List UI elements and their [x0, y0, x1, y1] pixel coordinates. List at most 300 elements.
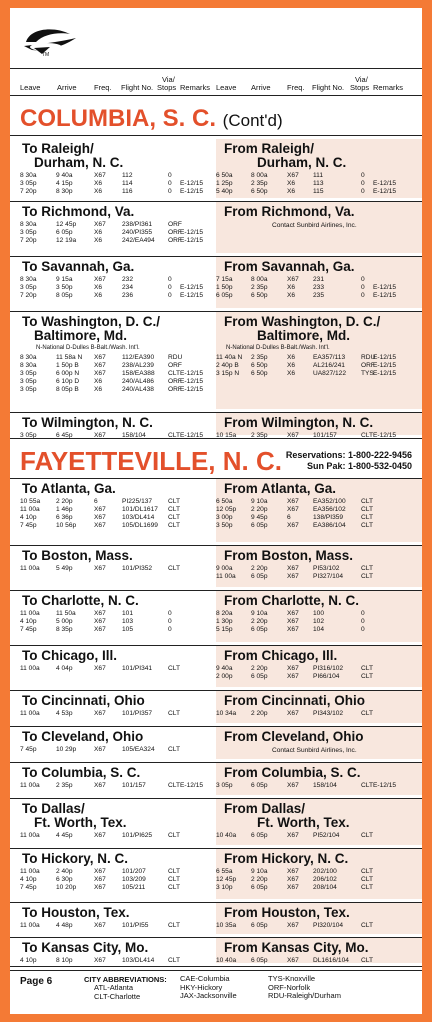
from-flight-list: [10, 276, 422, 300]
arrive-time: 2 40p: [56, 868, 73, 875]
to-destination-heading: [22, 482, 116, 496]
destination-line: From Atlanta, Ga.: [224, 481, 337, 496]
destination-line: Baltimore, Md.: [34, 328, 128, 343]
destination-line: Durham, N. C.: [34, 155, 124, 170]
arrive-time: 6 05p: [251, 626, 268, 633]
frequency: X6: [94, 180, 103, 187]
remarks: E-12/15: [180, 370, 204, 377]
via-stops: CLT: [361, 498, 373, 505]
remarks: E-12/15: [180, 229, 204, 236]
arrive-time: 6 50p: [251, 292, 268, 299]
leave-time: 3 05p: [20, 370, 37, 377]
flight-number: UA827/122: [313, 370, 346, 377]
via-stops: CLT: [168, 746, 180, 753]
frequency: X67: [94, 884, 106, 891]
frequency: X67: [94, 276, 106, 283]
via-stops: 0: [361, 618, 365, 625]
to-destination-heading: [22, 205, 134, 219]
to-destination-heading: [22, 941, 148, 955]
destination-line: To Washington, D. C./: [22, 314, 160, 329]
leave-time: 11 00a: [20, 832, 40, 839]
flight-number: 101/PI341: [122, 665, 153, 672]
flight-number: 104: [313, 626, 325, 633]
arrive-time: 2 20p: [251, 618, 268, 625]
header-stops-2: Stops: [350, 83, 370, 92]
flight-number: 101/207: [122, 868, 146, 875]
via-stops: CLT: [168, 868, 180, 875]
arrive-time: 2 20p: [251, 506, 268, 513]
leave-time: 6 50a: [216, 498, 233, 505]
flight-number: 236: [122, 292, 134, 299]
frequency: X67: [287, 506, 299, 513]
leave-time: 8 30a: [20, 354, 37, 361]
flight-row: [10, 876, 422, 884]
flight-row: [10, 292, 422, 300]
flight-row: [10, 673, 422, 681]
arrive-time: 12 19a: [56, 237, 77, 244]
flight-row: [10, 957, 422, 965]
leave-time: 11 00a: [20, 710, 40, 717]
leave-time: 6 05p: [216, 292, 233, 299]
destination-line: To Savannah, Ga.: [22, 259, 135, 274]
frequency: X6: [94, 386, 103, 393]
flight-number: 111: [313, 172, 324, 179]
frequency: X67: [287, 782, 299, 789]
destination-line: To Cleveland, Ohio: [22, 729, 144, 744]
via-stops: 0: [168, 284, 172, 291]
leave-time: 2 00p: [216, 673, 233, 680]
arrive-time: 1 50p B: [56, 362, 79, 369]
via-stops: 0: [168, 292, 172, 299]
via-stops: 0: [361, 188, 365, 195]
flight-number: 138/PI359: [313, 514, 344, 521]
flight-number: PI225/137: [122, 498, 153, 505]
header-via: Via/: [162, 75, 175, 84]
abbreviations-col-3: [268, 975, 341, 1001]
frequency: X67: [94, 868, 106, 875]
arrive-time: 2 35p: [251, 432, 268, 439]
via-stops: CLT: [168, 957, 180, 964]
flight-row: [10, 498, 422, 506]
flight-number: 234: [122, 284, 134, 291]
flight-number: 114: [122, 180, 133, 187]
from-destination-heading: [224, 802, 350, 830]
arrive-time: 2 20p: [251, 876, 268, 883]
flight-number: 242/EA494: [122, 237, 155, 244]
frequency: X6: [287, 354, 296, 361]
abbreviation: HKY-Hickory: [180, 982, 223, 992]
leave-time: 8 30a: [20, 362, 37, 369]
flight-number: 232: [122, 276, 134, 283]
frequency: X67: [287, 922, 299, 929]
frequency: X6: [287, 180, 296, 187]
arrive-time: 9 10a: [251, 498, 268, 505]
from-destination-heading: [224, 142, 346, 170]
frequency: X67: [287, 832, 299, 839]
flight-number: 105/211: [122, 884, 146, 891]
flight-row: [10, 565, 422, 573]
frequency: X67: [287, 573, 299, 580]
frequency: X67: [94, 514, 106, 521]
flight-number: 100: [313, 610, 325, 617]
destination-line: To Hickory, N. C.: [22, 851, 129, 866]
frequency: X67: [287, 876, 299, 883]
frequency: X67: [94, 610, 106, 617]
leave-time: 3 05p: [20, 284, 37, 291]
flight-number: 101/PI625: [122, 832, 153, 839]
frequency: X6: [287, 188, 296, 195]
from-destination-heading: [224, 852, 348, 866]
leave-time: 8 20a: [216, 610, 233, 617]
to-destination-heading: [22, 694, 145, 708]
arrive-time: 8 10p: [56, 957, 73, 964]
via-stops: CLT: [168, 884, 180, 891]
frequency: X6: [94, 229, 103, 236]
destination-line: To Boston, Mass.: [22, 548, 133, 563]
flight-number: 101/157: [122, 782, 146, 789]
via-stops: 0: [168, 188, 172, 195]
via-stops: TYS: [361, 370, 374, 377]
reservation-number: Sun Pak: 1-800-532-0450: [306, 461, 412, 471]
via-stops: ORF: [168, 229, 182, 236]
reservation-number: Reservations: 1-800-222-9456: [285, 450, 412, 460]
arrive-time: 6 05p: [251, 922, 268, 929]
from-flight-list: [10, 957, 422, 965]
to-destination-heading: [22, 594, 139, 608]
frequency: X6: [94, 237, 103, 244]
flight-row: [10, 506, 422, 514]
frequency: X67: [94, 565, 106, 572]
leave-time: 7 20p: [20, 237, 37, 244]
leave-time: 3 15p N: [216, 370, 240, 377]
flight-row: [10, 221, 422, 229]
to-destination-heading: [22, 802, 127, 830]
arrive-time: 6 05p: [251, 782, 268, 789]
frequency: X67: [287, 957, 299, 964]
leave-time: 8 30a: [20, 276, 37, 283]
from-flight-list: [10, 610, 422, 634]
leave-time: 3 05p: [216, 782, 233, 789]
remarks: E-12/15: [373, 354, 397, 361]
from-flight-list: [10, 710, 422, 718]
from-destination-heading: [224, 416, 373, 430]
frequency: X67: [94, 432, 106, 439]
via-stops: CLT: [361, 868, 373, 875]
flight-row: [10, 514, 422, 522]
flight-number: 101: [122, 610, 134, 617]
arrive-time: 4 15p: [56, 180, 73, 187]
destination-line: From Wilmington, N. C.: [224, 415, 374, 430]
frequency: X67: [94, 782, 106, 789]
to-destination-heading: [22, 260, 134, 274]
remarks: E-12/15: [180, 386, 204, 393]
flight-row: [10, 868, 422, 876]
arrive-time: 2 35p: [251, 180, 268, 187]
destination-line: To Charlotte, N. C.: [22, 593, 139, 608]
from-destination-heading: [224, 260, 355, 274]
leave-time: 7 45p: [20, 746, 37, 753]
flight-number: 158/EA388: [122, 370, 155, 377]
frequency: X67: [94, 506, 106, 513]
remarks: E-12/15: [373, 370, 397, 377]
via-stops: CLT: [168, 876, 180, 883]
from-destination-heading: [224, 766, 361, 780]
frequency: X6: [287, 284, 296, 291]
leave-time: 3 05p: [20, 386, 37, 393]
from-destination-heading: [224, 694, 365, 708]
flight-number: 235: [313, 292, 325, 299]
frequency: X67: [287, 618, 299, 625]
via-stops: CLT: [168, 432, 180, 439]
destination-line: From Dallas/: [224, 801, 306, 816]
to-flight-list: [10, 221, 422, 245]
flight-row: [10, 276, 422, 284]
arrive-time: 10 20p: [56, 884, 77, 891]
flight-row: [10, 354, 422, 362]
flight-number: EA357/113: [313, 354, 346, 361]
destination-line: From Washington, D. C./: [224, 314, 381, 329]
arrive-time: 5 00p: [56, 618, 73, 625]
to-destination-heading: [22, 142, 123, 170]
header-stops: Stops: [157, 83, 177, 92]
flight-number: 113: [313, 180, 324, 187]
via-stops: 0: [168, 276, 172, 283]
remarks: E-12/15: [373, 782, 397, 789]
from-flight-list: [10, 565, 422, 581]
flight-number: 233: [313, 284, 325, 291]
via-stops: ORF: [168, 362, 182, 369]
frequency: X67: [287, 276, 299, 283]
via-stops: CLT: [361, 884, 373, 891]
frequency: X67: [94, 221, 106, 228]
flight-number: EA352/100: [313, 498, 346, 505]
to-destination-heading: [22, 416, 153, 430]
header-flight-2: Flight No.: [312, 83, 345, 92]
via-stops: CLT: [168, 506, 180, 513]
leave-time: 4 10p: [20, 957, 37, 964]
remarks: E-12/15: [180, 782, 204, 789]
arrive-time: 4 45p: [56, 832, 73, 839]
header-flight: Flight No.: [121, 83, 154, 92]
via-stops: 0: [168, 172, 172, 179]
airport-legend: N-National D-Dulles B-Balt./Wash. Int'l.: [226, 345, 330, 351]
flight-row: [10, 188, 422, 196]
destination-line: To Dallas/: [22, 801, 85, 816]
arrive-time: 4 48p: [56, 922, 73, 929]
leave-time: 3 05p: [20, 432, 37, 439]
arrive-time: 6 05p: [251, 673, 268, 680]
arrive-time: 4 53p: [56, 710, 73, 717]
flight-number: 240/AL486: [122, 378, 154, 385]
frequency: X67: [287, 665, 299, 672]
from-destination-heading: [224, 649, 337, 663]
abbreviations-title: CITY ABBREVIATIONS:: [84, 975, 167, 984]
divider: [10, 966, 422, 967]
leave-time: 3 05p: [20, 378, 37, 385]
destination-line: From Kansas City, Mo.: [224, 940, 369, 955]
frequency: X67: [94, 832, 106, 839]
flight-number: 101/157: [313, 432, 337, 439]
airport-legend: N-National D-Dulles B-Balt./Wash. Int'l.: [36, 345, 140, 351]
from-flight-list: [10, 782, 422, 790]
frequency: X67: [287, 710, 299, 717]
flight-row: [10, 922, 422, 930]
header-leave-2: Leave: [216, 83, 237, 92]
from-destination-heading: [224, 482, 336, 496]
flight-row: [10, 284, 422, 292]
leave-time: 5 15p: [216, 626, 233, 633]
flight-row: [10, 746, 422, 754]
destination-line: From Hickory, N. C.: [224, 851, 349, 866]
flight-number: 103/DL414: [122, 514, 155, 521]
via-stops: CLT: [361, 673, 373, 680]
flight-number: 102: [313, 618, 325, 625]
leave-time: 11 40a N: [216, 354, 243, 361]
frequency: X67: [287, 522, 299, 529]
arrive-time: 2 20p: [251, 710, 268, 717]
destination-line: To Columbia, S. C.: [22, 765, 141, 780]
flight-number: PI316/102: [313, 665, 344, 672]
divider: [10, 135, 422, 136]
destination-line: Ft. Worth, Tex.: [34, 815, 127, 830]
flight-number: 238/AL239: [122, 362, 154, 369]
frequency: 6: [287, 514, 291, 521]
flight-number: AL216/241: [313, 362, 345, 369]
leave-time: 11 00a: [20, 868, 40, 875]
flight-number: 103: [122, 618, 134, 625]
header-freq: Freq.: [94, 83, 112, 92]
from-destination-heading: [224, 730, 364, 744]
destination-line: Durham, N. C.: [257, 155, 347, 170]
header-arrive: Arrive: [57, 83, 77, 92]
via-stops: ORF: [361, 362, 375, 369]
trademark-mark: TM: [42, 52, 50, 58]
abbreviation: RDU-Raleigh/Durham: [268, 991, 341, 1000]
city-name: FAYETTEVILLE, N. C.: [20, 446, 282, 476]
leave-time: 4 10p: [20, 876, 37, 883]
arrive-time: 11 58a N: [56, 354, 83, 361]
via-stops: CLT: [361, 506, 373, 513]
remarks: E-12/15: [373, 188, 397, 195]
leave-time: 10 15a: [216, 432, 237, 439]
leave-time: 3 10p: [216, 884, 233, 891]
leave-time: 7 45p: [20, 626, 37, 633]
flight-row: [10, 832, 422, 840]
to-destination-heading: [22, 730, 143, 744]
arrive-time: 8 35p: [56, 626, 73, 633]
to-destination-heading: [22, 906, 130, 920]
destination-line: Ft. Worth, Tex.: [257, 815, 350, 830]
leave-time: 11 00a: [20, 782, 40, 789]
page-footer: [10, 970, 422, 1014]
frequency: X67: [287, 884, 299, 891]
via-stops: 0: [361, 610, 365, 617]
remarks: E-12/15: [373, 284, 397, 291]
flight-number: 231: [313, 276, 325, 283]
contact-note: Contact Sunbird Airlines, Inc.: [272, 747, 357, 754]
frequency: X6: [94, 378, 103, 385]
remarks: E-12/15: [180, 432, 204, 439]
leave-time: 10 34a: [216, 710, 237, 717]
flight-number: 105/DL1699: [122, 522, 158, 529]
via-stops: 0: [168, 180, 172, 187]
flight-number: PI53/102: [313, 565, 340, 572]
arrive-time: 9 45p: [251, 514, 268, 521]
leave-time: 3 00p: [216, 514, 233, 521]
frequency: X67: [287, 868, 299, 875]
flight-number: 158/104: [122, 432, 146, 439]
flight-number: 112: [122, 172, 133, 179]
arrive-time: 2 20p: [56, 498, 73, 505]
flight-number: 206/102: [313, 876, 337, 883]
via-stops: CLT: [168, 514, 180, 521]
frequency: X67: [287, 172, 299, 179]
header-remarks: Remarks: [180, 83, 211, 92]
arrive-time: 2 35p: [251, 354, 268, 361]
via-stops: CLT: [361, 832, 373, 839]
flight-number: PI66/104: [313, 673, 340, 680]
destination-line: To Kansas City, Mo.: [22, 940, 149, 955]
via-stops: CLT: [168, 782, 180, 789]
leave-time: 2 40p B: [216, 362, 239, 369]
via-stops: CLT: [168, 498, 180, 505]
arrive-time: 2 35p: [56, 782, 73, 789]
via-stops: CLT: [361, 565, 373, 572]
frequency: X6: [94, 292, 103, 299]
arrive-time: 10 29p: [56, 746, 77, 753]
flight-number: PI343/102: [313, 710, 344, 717]
reservations-box: [286, 450, 412, 472]
frequency: X67: [94, 626, 106, 633]
leave-time: 7 20p: [20, 292, 37, 299]
arrive-time: 6 05p: [251, 573, 268, 580]
via-stops: CLT: [361, 876, 373, 883]
arrive-time: 10 56p: [56, 522, 77, 529]
destination-line: To Cincinnati, Ohio: [22, 693, 145, 708]
leave-time: 4 10p: [20, 618, 37, 625]
to-destination-heading: [22, 315, 160, 343]
abbreviation: ATL-Atlanta: [94, 983, 134, 992]
leave-time: 3 05p: [20, 180, 37, 187]
flight-number: PI320/104: [313, 922, 344, 929]
flight-row: [10, 884, 422, 892]
flight-row: [10, 172, 422, 180]
remarks: E-12/15: [373, 292, 397, 299]
from-flight-list: [10, 922, 422, 930]
remarks: E-12/15: [373, 432, 397, 439]
from-destination-heading: [224, 205, 355, 219]
leave-time: 7 15a: [216, 276, 233, 283]
leave-time: 10 40a: [216, 957, 237, 964]
flight-row: [10, 432, 422, 440]
via-stops: CLT: [361, 514, 373, 521]
frequency: X67: [94, 522, 106, 529]
via-stops: 0: [168, 626, 172, 633]
frequency: X67: [94, 354, 106, 361]
flight-row: [10, 237, 422, 245]
via-stops: 0: [361, 626, 365, 633]
arrive-time: 9 40a: [56, 172, 73, 179]
flight-row: [10, 386, 422, 394]
arrive-time: 8 05p B: [56, 386, 79, 393]
destination-line: From Savannah, Ga.: [224, 259, 355, 274]
timetable-page: [10, 8, 422, 1014]
flight-number: 112/EA390: [122, 354, 155, 361]
leave-time: 11 00a: [20, 506, 40, 513]
arrive-time: 6 05p: [251, 884, 268, 891]
via-stops: 0: [168, 618, 172, 625]
leave-time: 11 00a: [20, 922, 40, 929]
